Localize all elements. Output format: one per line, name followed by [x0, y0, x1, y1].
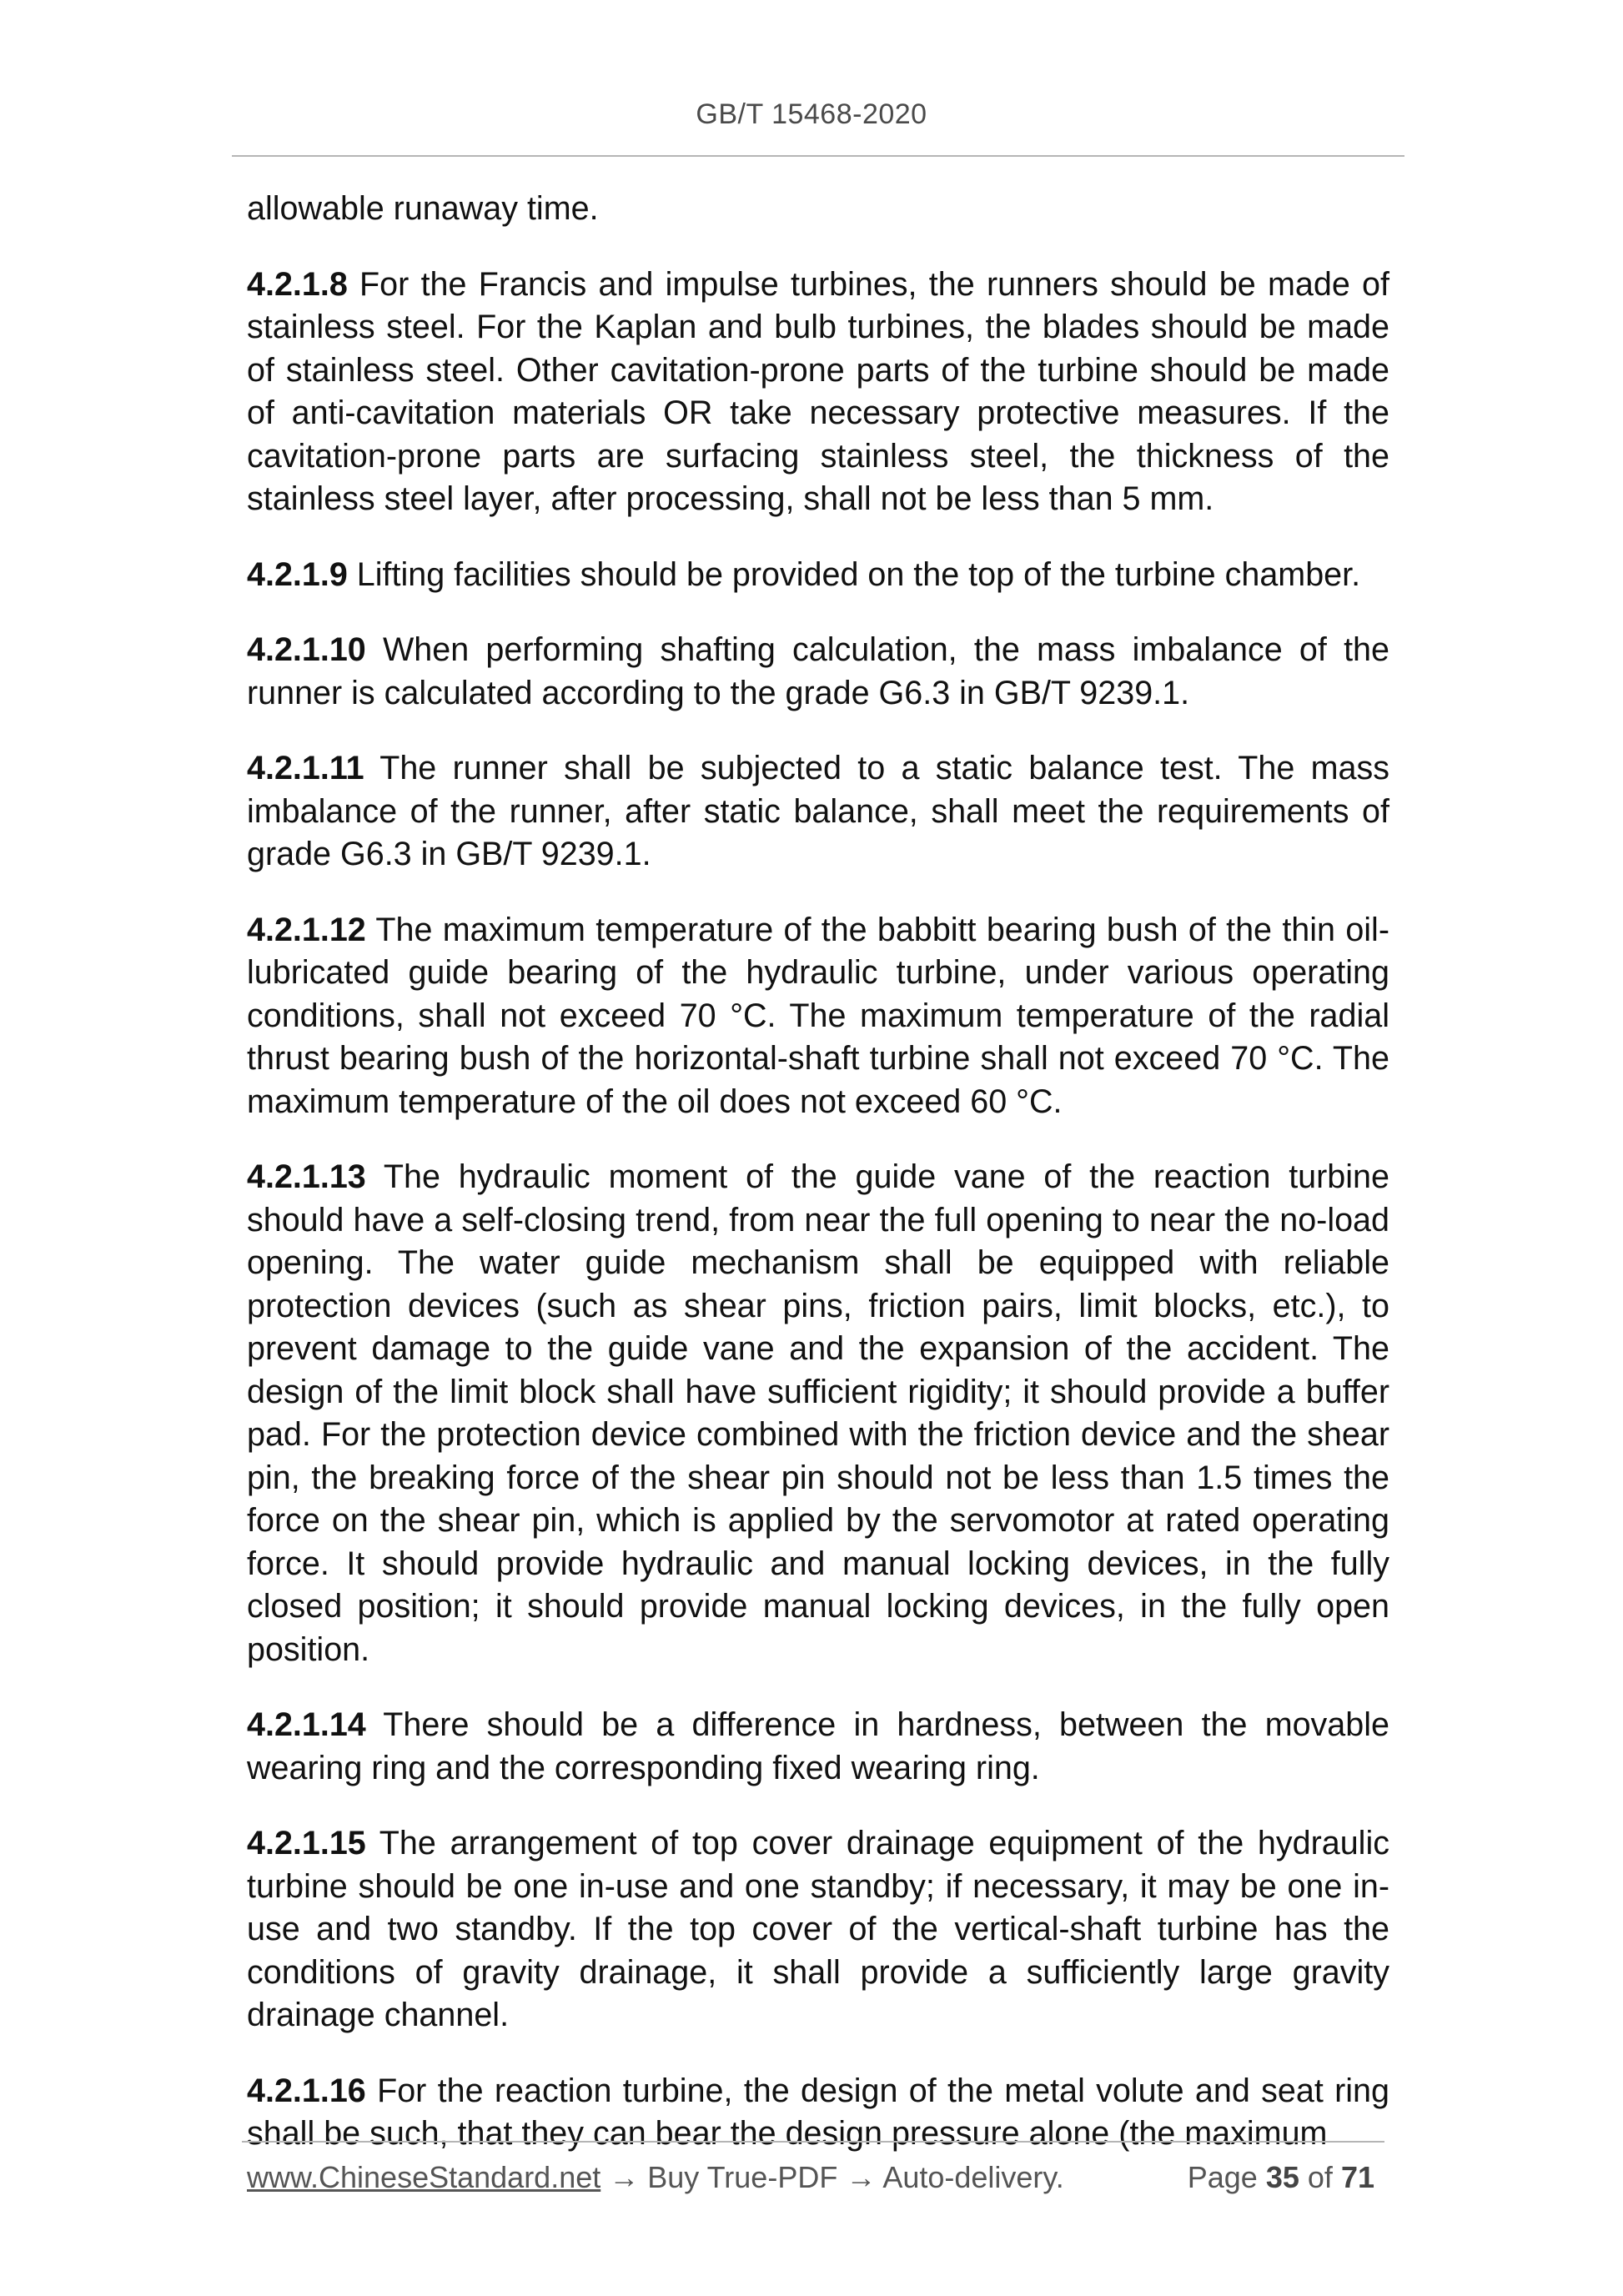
footer-divider: [242, 2141, 1384, 2143]
clause-4-2-1-9: [247, 554, 1389, 597]
header-divider: [232, 155, 1404, 157]
clause-text: The maximum temperature of the babbitt bearing bush of the thin oil-lubricated guide bearing of the hydraulic turbine, under various operating conditions, shall not exceed 70 °C. The maximum temperature of the radial thrust bearing bush of the horizontal-shaft turbine shall not exceed 70 °C. The maximum temperature of the oil does not exceed 60 °C.: [247, 911, 1389, 1120]
promo-text: → Buy True-PDF → Auto-delivery.: [600, 2160, 1064, 2194]
clause-text: The hydraulic moment of the guide vane of the reaction turbine should have a self-closing trend, from near the full opening to near the no-load opening. The water guide mechanism shall be equipped with reliable protection devices (such as shear pins, friction pairs, limit blocks, etc.), to prevent damage to the guide vane and the expansion of the accident. The design of the limit block shall have sufficient rigidity; it should provide a buffer pad. For the protection device combined with the friction device and the shear pin, the breaking force of the shear pin should not be less than 1.5 times the force on the shear pin, which is applied by the servomotor at rated operating force. It should provide hydraulic and manual locking devices, in the fully closed position; it should provide manual locking devices, in the fully open position.: [247, 1158, 1389, 1668]
clause-number: 4.2.1.16: [247, 2072, 366, 2109]
clause-4-2-1-12: [247, 909, 1389, 1124]
clause-4-2-1-16: [247, 2070, 1389, 2156]
clause-number: 4.2.1.14: [247, 1706, 366, 1743]
paragraph-continuation: [247, 188, 1389, 231]
clause-text: There should be a difference in hardness, between the movable wearing ring and the corresponding fixed wearing ring.: [247, 1706, 1389, 1786]
clause-4-2-1-15: [247, 1822, 1389, 2037]
clause-text: The arrangement of top cover drainage equipment of the hydraulic turbine should be one in-use and one standby; if necessary, it may be one in-use and two standby. If the top cover of the vertical-shaft turbine has the conditions of gravity drainage, it shall provide a sufficiently large gravity drainage channel.: [247, 1825, 1389, 2033]
document-body: [247, 188, 1389, 2188]
clause-4-2-1-13: [247, 1156, 1389, 1671]
page-label: Page: [1187, 2160, 1258, 2194]
clause-number: 4.2.1.9: [247, 555, 348, 593]
clause-text: The runner shall be subjected to a static balance test. The mass imbalance of the runner, after static balance, shall meet the requirements of grade G6.3 in GB/T 9239.1.: [247, 750, 1389, 872]
clause-number: 4.2.1.8: [247, 265, 348, 303]
clause-number: 4.2.1.13: [247, 1158, 366, 1195]
document-header: [0, 98, 1623, 131]
page-number: 35: [1265, 2160, 1299, 2194]
of-label: of: [1307, 2160, 1333, 2194]
site-link[interactable]: www.ChineseStandard.net: [247, 2160, 601, 2194]
page-indicator: [1188, 2160, 1374, 2195]
clause-text: Lifting facilities should be provided on the top of the turbine chamber.: [347, 555, 1361, 593]
clause-text: For the Francis and impulse turbines, the runners should be made of stainless steel. For the Kaplan and bulb turbines, the blades should be made of stainless steel. Other cavitation-prone parts of the turbine should be made of anti-cavitation materials OR take necessary protective measures. If the cavitation-prone parts are surfacing stainless steel, the thickness of the stainless steel layer, after processing, shall not be less than 5 mm.: [247, 265, 1389, 517]
clause-4-2-1-10: [247, 629, 1389, 715]
clause-number: 4.2.1.12: [247, 911, 366, 948]
footer-promo: [247, 2160, 1064, 2195]
paragraph-text: allowable runaway time.: [247, 190, 599, 227]
clause-number: 4.2.1.11: [247, 750, 364, 786]
clause-text: When performing shafting calculation, the mass imbalance of the runner is calculated according to the grade G6.3 in GB/T 9239.1.: [247, 631, 1389, 711]
clause-4-2-1-8: [247, 264, 1389, 521]
total-pages: 71: [1340, 2160, 1374, 2194]
clause-4-2-1-11: [247, 747, 1389, 877]
clause-number: 4.2.1.15: [247, 1825, 366, 1861]
clause-text: For the reaction turbine, the design of the metal volute and seat ring shall be such, that they can bear the design pressure alone (the maximum: [247, 2072, 1389, 2152]
standard-code: GB/T 15468-2020: [696, 98, 927, 130]
clause-4-2-1-14: [247, 1704, 1389, 1790]
clause-number: 4.2.1.10: [247, 631, 366, 668]
